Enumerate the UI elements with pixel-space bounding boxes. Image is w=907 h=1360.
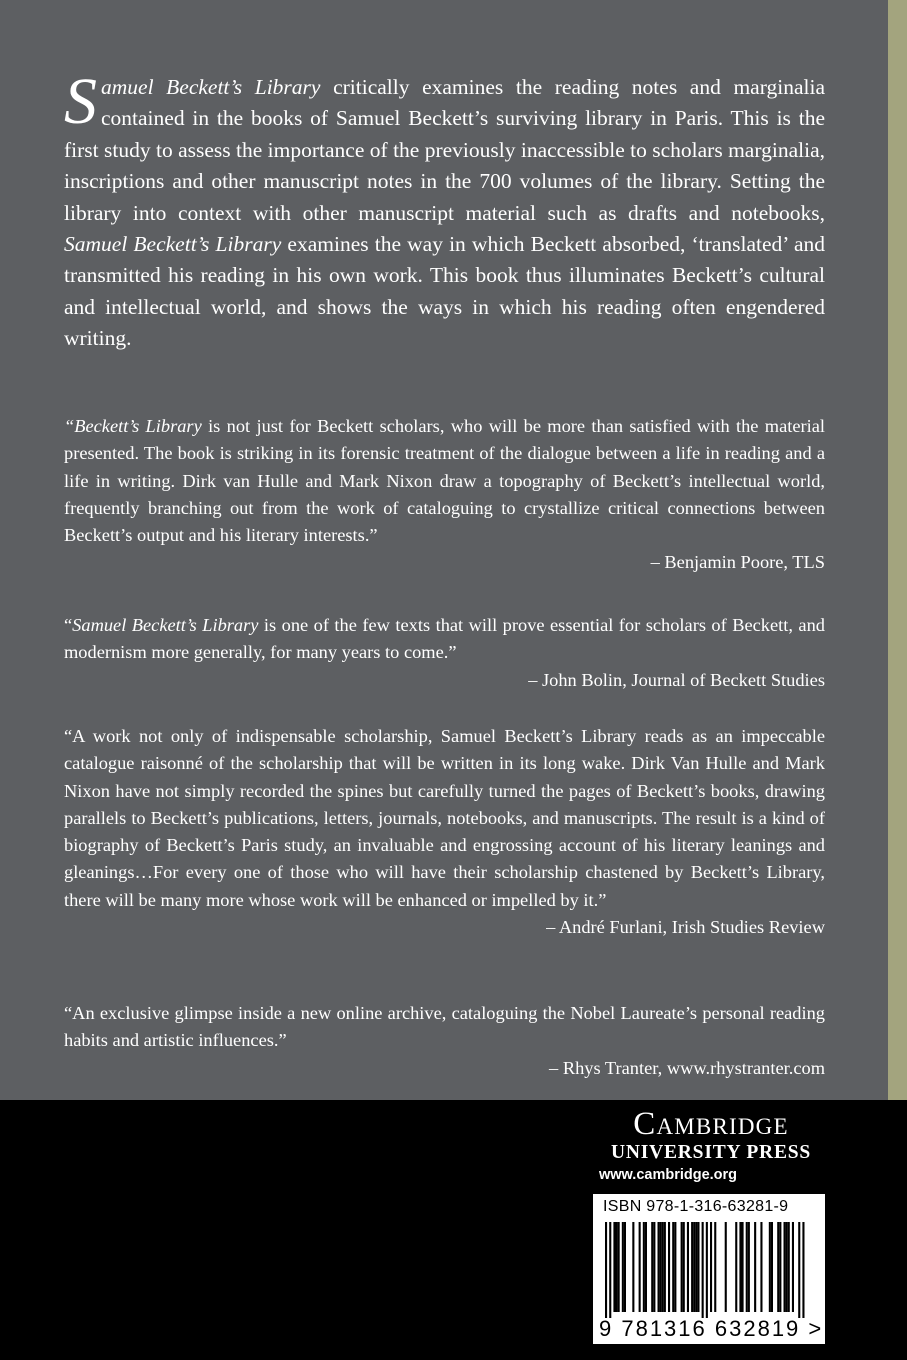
barcode-bar: [706, 1222, 708, 1318]
barcode-bar: [786, 1222, 788, 1312]
barcode-bar: [714, 1222, 716, 1312]
barcode-bar: [613, 1222, 615, 1312]
review-2-title: Samuel Beckett’s Library: [72, 615, 259, 635]
barcode-bar: [725, 1222, 727, 1312]
publisher-url: www.cambridge.org: [599, 1167, 738, 1183]
review-3-attribution: – André Furlani, Irish Studies Review: [546, 917, 825, 938]
barcode-bar: [802, 1222, 804, 1318]
barcode-box: [593, 1194, 825, 1344]
spine-color-strip: [888, 0, 907, 1100]
barcode-bar: [645, 1222, 647, 1312]
barcode-bar: [693, 1222, 695, 1312]
barcode-bar: [779, 1222, 781, 1312]
barcode-bar: [691, 1222, 693, 1312]
barcode-bar: [754, 1222, 756, 1312]
review-2-attribution: – John Bolin, Journal of Beckett Studies: [528, 669, 825, 690]
publisher-press: UNIVERSITY PRESS: [610, 1142, 812, 1163]
blurb-section: [64, 65, 825, 355]
barcode-bar: [668, 1222, 670, 1312]
barcode-bar: [792, 1222, 794, 1312]
review-4: [64, 1000, 825, 1082]
barcode-bar: [735, 1222, 737, 1312]
barcode-bar: [742, 1222, 744, 1312]
barcode-bar: [616, 1222, 618, 1312]
barcode-bar: [683, 1222, 685, 1312]
barcode-bar: [760, 1222, 762, 1312]
publisher-logo: [597, 1106, 825, 1186]
barcode-bar: [769, 1222, 771, 1312]
review-2: [64, 612, 825, 694]
review-4-attribution: – Rhys Tranter, www.rhystranter.com: [549, 1057, 825, 1078]
barcode-digits: 9 781316 632819 >: [599, 1316, 824, 1341]
review-2-open-quote: “: [64, 615, 73, 635]
barcode-bar: [618, 1222, 620, 1312]
barcode-bar: [651, 1222, 653, 1312]
barcode-bar: [687, 1222, 689, 1312]
barcode-bar: [674, 1222, 676, 1312]
review-2-body: is one of the few texts that will prove essential for scholars of Beckett, and modernism more generally, for many years to come.”: [64, 615, 825, 663]
isbn-label: ISBN 978-1-316-63281-9: [603, 1198, 789, 1215]
barcode-bar: [609, 1222, 611, 1318]
barcode-bar: [664, 1222, 666, 1312]
barcode-bar: [771, 1222, 773, 1312]
barcode-bar: [697, 1222, 699, 1312]
barcode-bar: [643, 1222, 645, 1312]
barcode-bar: [702, 1222, 704, 1318]
barcode-bar: [748, 1222, 750, 1312]
blurb-text-1: critically examines the reading notes and marginalia contained in the books of Samuel Beckett’s surviving library in Paris. This is the first study to assess the importance of the previously inaccessible to scholars marginalia, inscriptions and other manuscript notes in the 700 volumes of the library. Setting the library into context with other manuscript material such as drafts and notebooks,: [64, 75, 825, 225]
review-2-text: [64, 612, 825, 667]
barcode-bar: [624, 1222, 626, 1312]
barcode-icon: [593, 1220, 825, 1318]
blurb-title-2: Samuel Beckett’s Library: [64, 232, 282, 257]
barcode-bar: [746, 1222, 748, 1312]
barcode-bar: [672, 1222, 674, 1312]
barcode-bar: [662, 1222, 664, 1312]
blurb-paragraph: [64, 65, 825, 355]
blurb-title: amuel Beckett’s Library: [101, 75, 321, 99]
publisher-name: Cambridge: [633, 1106, 789, 1142]
barcode-bar: [777, 1222, 779, 1312]
review-1: [64, 413, 825, 576]
drop-cap: S: [64, 65, 97, 138]
barcode-bar: [632, 1222, 634, 1312]
review-3: [64, 723, 825, 941]
review-1-title: “Beckett’s Library: [64, 416, 202, 436]
barcode-bar: [710, 1222, 712, 1312]
barcode-bar: [658, 1222, 660, 1312]
barcode-bar: [653, 1222, 655, 1312]
barcode-bar: [788, 1222, 790, 1312]
barcode-bar: [695, 1222, 697, 1312]
review-1-text: [64, 413, 825, 549]
barcode-bar: [639, 1222, 641, 1312]
blurb-text-2: examines the way in which Beckett absorbed, ‘translated’ and transmitted his reading in his own work. This book thus illuminates Beckett’s cultural and intellectual world, and shows the ways in which his reading often engendered writing.: [64, 232, 825, 351]
barcode-bar: [622, 1222, 624, 1312]
review-1-attribution: – Benjamin Poore, TLS: [650, 552, 825, 573]
barcode-bar: [605, 1222, 607, 1318]
barcode-bar: [784, 1222, 786, 1312]
barcode-bar: [681, 1222, 683, 1312]
review-3-text: “A work not only of indispensable scholarship, Samuel Beckett’s Library reads as an impeccable catalogue raisonné of the scholarship that will be written in its long wake. Dirk Van Hulle and Mark Nixon have not simply recorded the spines but carefully turned the pages of Beckett’s books, drawing parallels to Beckett’s publications, letters, journals, notebooks, and manuscripts. The result is a kind of biography of Beckett’s Paris study, an invaluable and engrossing account of his literary leanings and gleanings…For every one of those who will have their scholarship chastened by Beckett’s Library, there will be many more whose work will be enhanced or impelled by it.”: [64, 726, 825, 910]
review-1-body: is not just for Beckett scholars, who will be more than satisfied with the material presented. The book is striking in its forensic treatment of the dialogue between a life in reading and a life in writing. Dirk van Hulle and Mark Nixon draw a topography of Beckett’s intellectual world, frequently branching out from the work of cataloguing to crystallize critical connections between Beckett’s output and his literary interests.”: [64, 416, 826, 546]
barcode-bar: [660, 1222, 662, 1312]
barcode-bar: [739, 1222, 741, 1312]
review-4-text: “An exclusive glimpse inside a new online archive, cataloguing the Nobel Laureate’s personal reading habits and artistic influences.”: [64, 1003, 825, 1051]
barcode-bar: [798, 1222, 800, 1318]
